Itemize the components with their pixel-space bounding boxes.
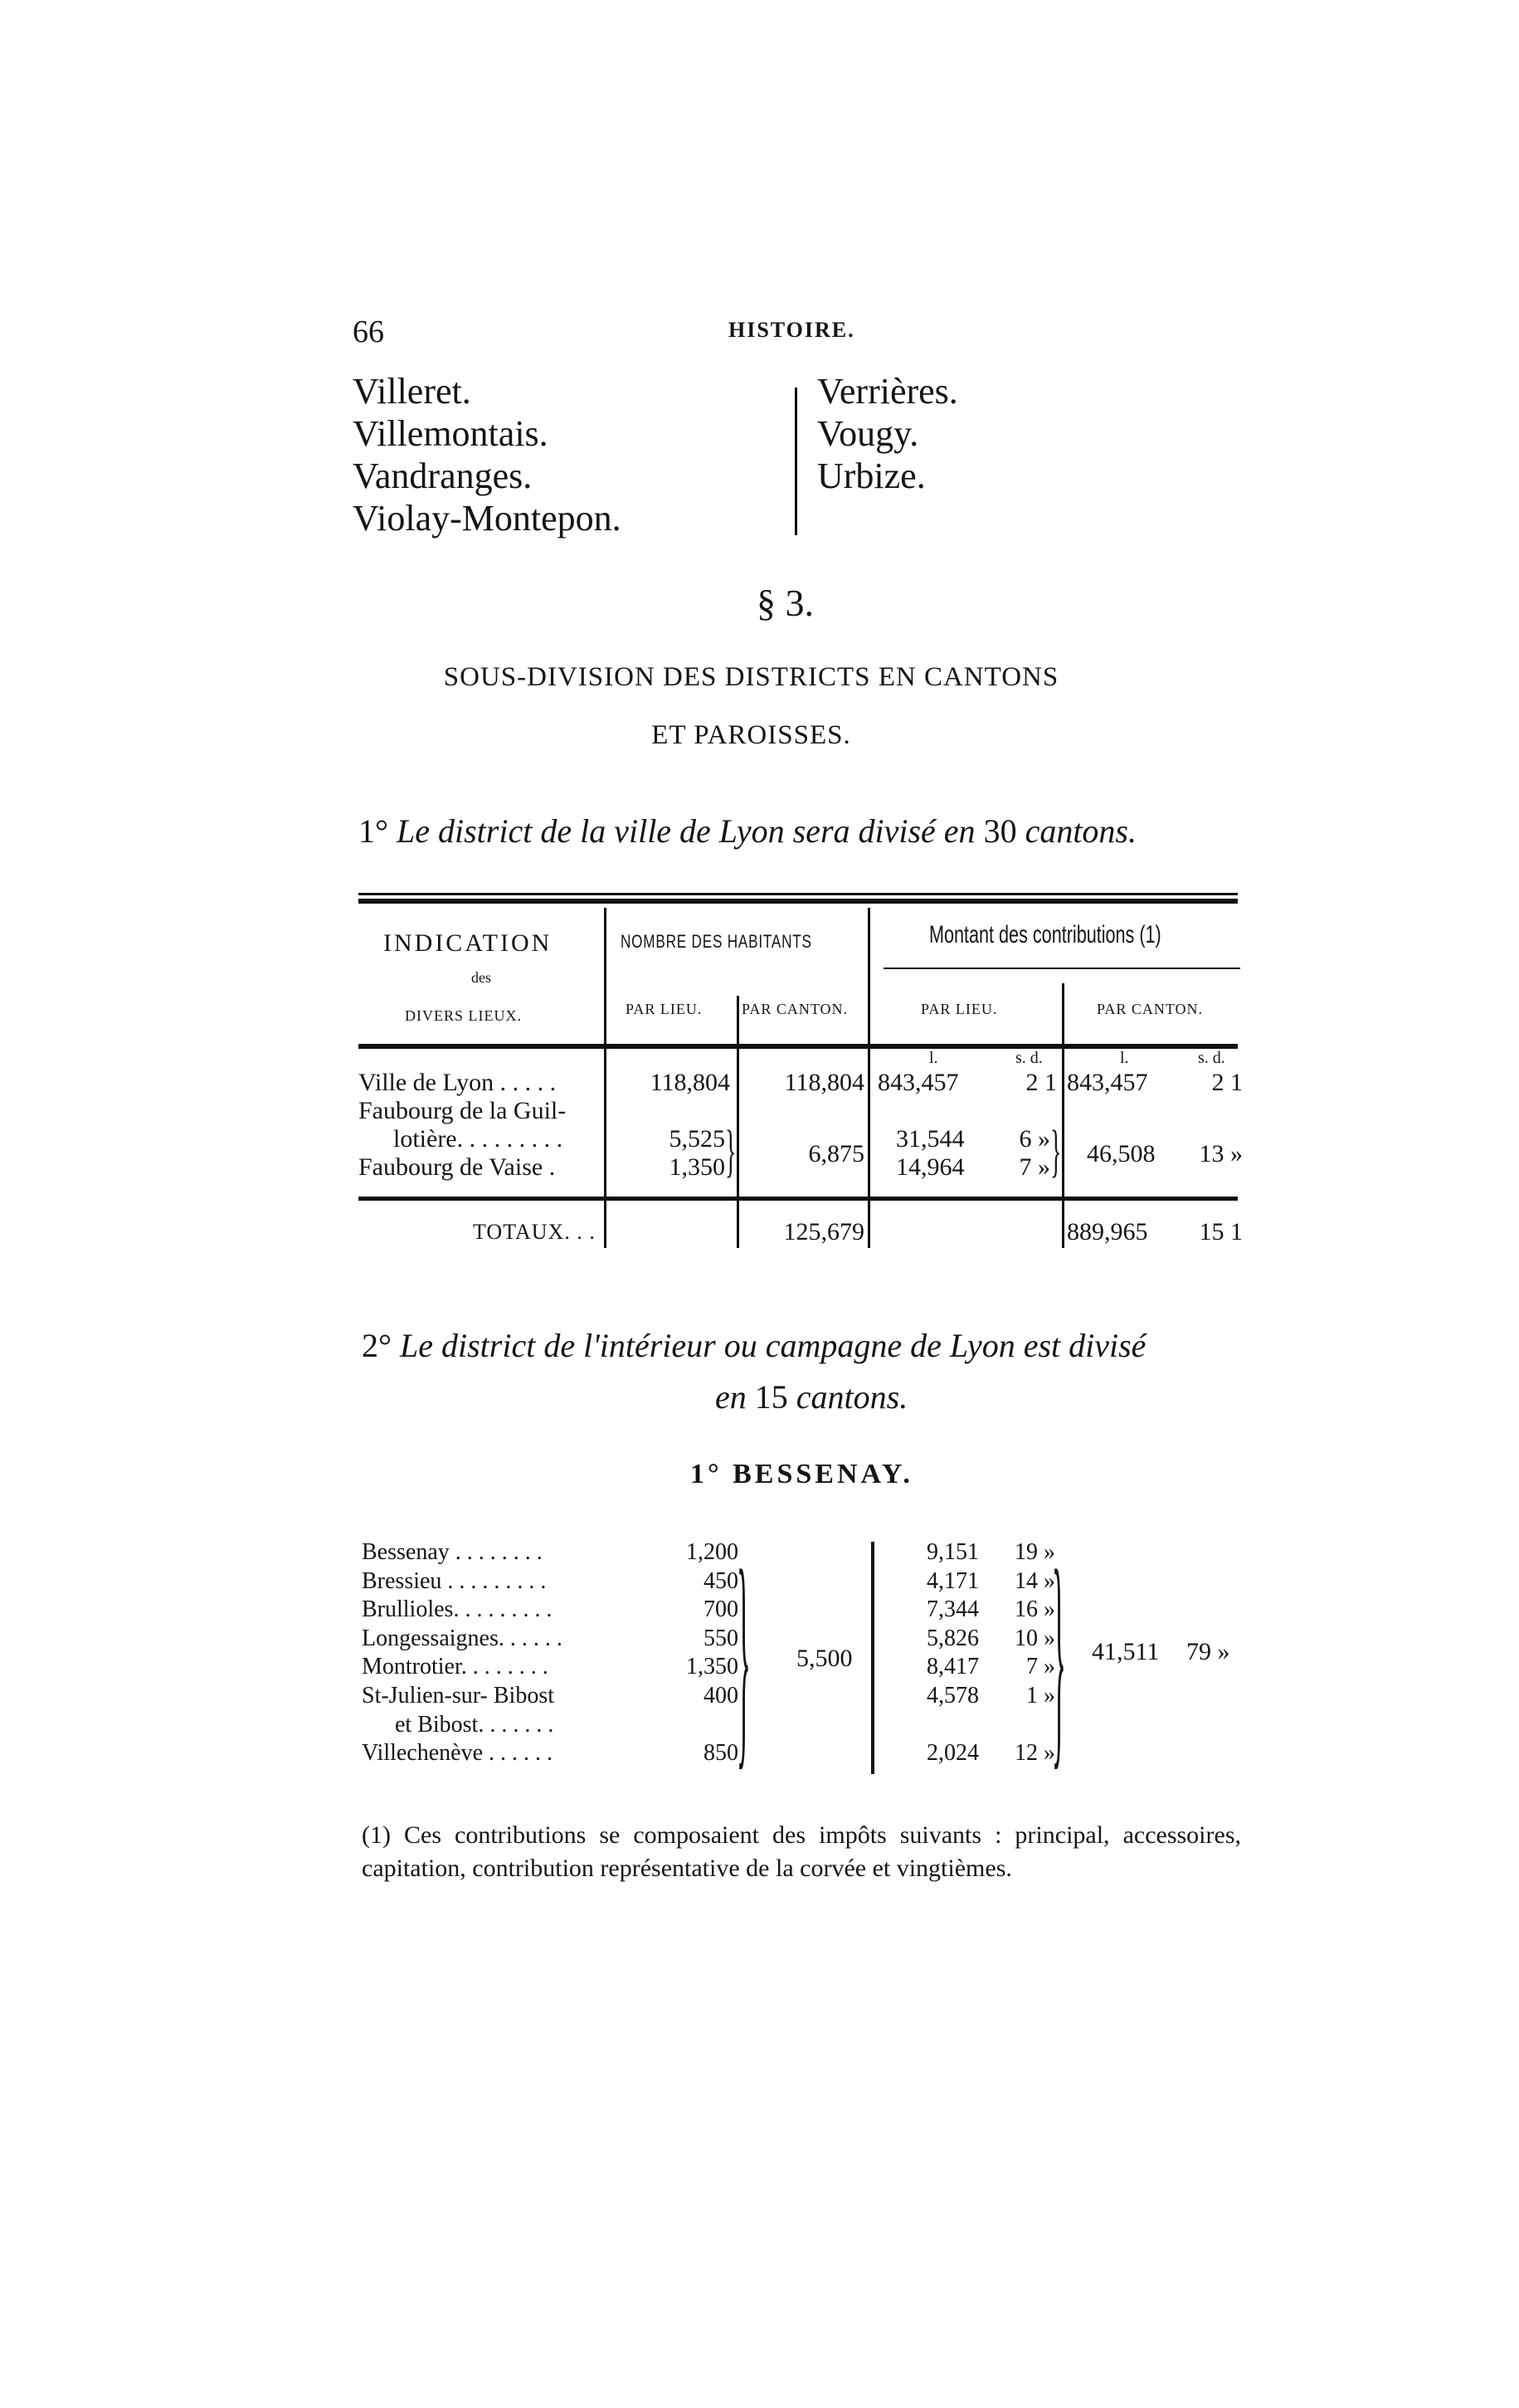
hab: 1,350 bbox=[686, 1654, 738, 1680]
unit-sd: s. d. bbox=[1015, 1049, 1043, 1067]
footnote: (1) Ces contributions se composaient des impôts suivants : principal, accessoires, capitation, contribution représentative de la corvée et vingtièmes. bbox=[362, 1821, 1241, 1882]
header-divers: DIVERS LIEUX. bbox=[405, 1007, 522, 1024]
brace-right: } bbox=[737, 1522, 751, 1790]
hab: 1,200 bbox=[686, 1539, 738, 1565]
district2-statement bbox=[362, 1326, 1146, 1365]
rule bbox=[358, 899, 1238, 904]
district2-count: 15 bbox=[754, 1378, 788, 1416]
bessenay-contrib bbox=[879, 1538, 979, 1768]
district1-num: 1° bbox=[358, 812, 388, 850]
column-divider bbox=[795, 388, 797, 535]
hab: 550 bbox=[704, 1625, 738, 1651]
contrib-canton: 843,457 bbox=[1067, 1069, 1148, 1096]
bessenay-habitants bbox=[647, 1538, 738, 1768]
unit-l: l. bbox=[1120, 1049, 1129, 1067]
section-title-line1: SOUS-DIVISION DES DISTRICTS EN CANTONS bbox=[443, 662, 1059, 692]
header-par-lieu: PAR LIEU. bbox=[626, 1001, 703, 1017]
contrib: 8,417 bbox=[927, 1654, 979, 1680]
par-lieu: 5,525 bbox=[669, 1125, 725, 1153]
header-indication: INDICATION bbox=[383, 929, 553, 957]
place: St-Julien-sur- Bibost bbox=[362, 1682, 554, 1709]
brace-right: } bbox=[725, 1119, 737, 1183]
sd: 14 » bbox=[1015, 1567, 1055, 1594]
canton-heading: 1° BESSENAY. bbox=[690, 1459, 913, 1489]
district2-text: Le district de l'intérieur ou campagne de Lyon est divisé bbox=[400, 1327, 1147, 1364]
lieu-sd: 2 1 bbox=[1025, 1069, 1057, 1096]
contrib: 4,578 bbox=[927, 1682, 979, 1709]
district1-count: 30 bbox=[983, 812, 1017, 850]
header-m-par-lieu: PAR LIEU. bbox=[921, 1001, 998, 1017]
place: Longessaignes. . . . . . bbox=[362, 1625, 562, 1651]
section-title-line2: ET PAROISSES. bbox=[651, 720, 851, 750]
canton-sd: 2 1 bbox=[1211, 1069, 1243, 1096]
district2-en: en bbox=[715, 1378, 747, 1416]
unit-sd: s. d. bbox=[1198, 1049, 1225, 1067]
rule bbox=[358, 1044, 1238, 1049]
contrib: 4,171 bbox=[927, 1567, 979, 1594]
lieu-sd: 7 » bbox=[1019, 1153, 1050, 1181]
col-line bbox=[737, 996, 739, 1248]
hab: 400 bbox=[704, 1682, 738, 1709]
group-par-canton: 6,875 bbox=[808, 1140, 864, 1167]
sd: 12 » bbox=[1015, 1740, 1055, 1767]
sd: 16 » bbox=[1015, 1596, 1055, 1623]
contrib: 5,826 bbox=[927, 1625, 979, 1651]
sd: 10 » bbox=[1015, 1625, 1055, 1651]
header-des: des bbox=[471, 969, 491, 986]
place: Bessenay . . . . . . . . bbox=[362, 1539, 543, 1565]
col-line bbox=[871, 1542, 874, 1774]
contrib: 2,024 bbox=[927, 1740, 979, 1767]
col-line bbox=[1062, 983, 1064, 1248]
contrib bbox=[879, 1711, 979, 1740]
lieu-sd: 6 » bbox=[1019, 1125, 1050, 1153]
district2-unit: cantons. bbox=[796, 1378, 908, 1416]
par-lieu: 1,350 bbox=[669, 1153, 725, 1181]
hab: 450 bbox=[704, 1567, 738, 1594]
commune: Violay-Montepon. bbox=[353, 498, 621, 539]
rule bbox=[358, 893, 1238, 895]
communes-left bbox=[353, 370, 621, 539]
contrib-lieu: 14,964 bbox=[896, 1153, 965, 1181]
header-par-canton: PAR CANTON. bbox=[742, 1001, 849, 1017]
lieu: Ville de Lyon . . . . . bbox=[358, 1069, 557, 1096]
sd: 1 » bbox=[1026, 1682, 1055, 1709]
place: Montrotier. . . . . . . . bbox=[362, 1654, 548, 1680]
hab: 700 bbox=[704, 1596, 738, 1623]
commune: Verrières. bbox=[817, 371, 958, 412]
brace-right: } bbox=[1052, 1522, 1066, 1790]
commune: Urbize. bbox=[817, 456, 926, 496]
place: et Bibost. . . . . . . bbox=[395, 1711, 554, 1738]
contrib: 7,344 bbox=[927, 1596, 979, 1623]
group-canton-sd: 13 » bbox=[1199, 1140, 1243, 1167]
bessenay-sd bbox=[979, 1538, 1055, 1768]
district1-statement bbox=[358, 812, 1137, 851]
district2-num: 2° bbox=[362, 1327, 392, 1364]
sd: 19 » bbox=[1015, 1539, 1055, 1565]
hab: 850 bbox=[704, 1740, 738, 1767]
brace-right: } bbox=[1050, 1119, 1062, 1183]
header-m-par-canton: PAR CANTON. bbox=[1097, 1001, 1204, 1017]
totals-canton-sd: 15 1 bbox=[1199, 1218, 1243, 1245]
contrib-lieu: 843,457 bbox=[878, 1069, 959, 1096]
place: Bressieu . . . . . . . . . bbox=[362, 1567, 547, 1594]
page-number: 66 bbox=[353, 314, 384, 349]
running-title: HISTOIRE. bbox=[728, 318, 855, 342]
commune: Vougy. bbox=[817, 413, 919, 454]
district2-statement-end bbox=[715, 1377, 908, 1416]
header-montant: Montant des contributions (1) bbox=[929, 921, 1161, 948]
unit-l: l. bbox=[929, 1049, 938, 1067]
bessenay-total-contrib: 41,511 bbox=[1092, 1638, 1160, 1665]
totals-par-canton: 125,679 bbox=[783, 1218, 864, 1245]
district1-unit: cantons. bbox=[1025, 812, 1137, 850]
commune: Villemontais. bbox=[353, 413, 548, 454]
group-contrib-canton: 46,508 bbox=[1087, 1140, 1156, 1167]
totals-label: TOTAUX. . . bbox=[473, 1220, 596, 1244]
rule bbox=[884, 968, 1240, 969]
lieu-cont: lotière. . . . . . . . . bbox=[393, 1125, 563, 1153]
lieu: Faubourg de la Guil- bbox=[358, 1097, 567, 1124]
place: Brullioles. . . . . . . . . bbox=[362, 1596, 553, 1623]
totals-contrib-canton: 889,965 bbox=[1067, 1218, 1148, 1245]
district1-text: Le district de la ville de Lyon sera divisé en bbox=[397, 812, 976, 850]
sd: 7 » bbox=[1026, 1654, 1055, 1680]
par-canton: 118,804 bbox=[784, 1069, 864, 1096]
rule bbox=[358, 1197, 1238, 1201]
contrib: 9,151 bbox=[927, 1539, 979, 1565]
communes-right bbox=[817, 370, 958, 497]
hab bbox=[647, 1711, 738, 1740]
bessenay-total-sd: 79 » bbox=[1186, 1638, 1230, 1665]
header-nombre: NOMBRE DES HABITANTS bbox=[621, 931, 812, 952]
contrib-lieu: 31,544 bbox=[896, 1125, 965, 1153]
commune: Villeret. bbox=[353, 371, 471, 412]
commune: Vandranges. bbox=[353, 456, 533, 496]
sd bbox=[979, 1711, 1055, 1740]
bessenay-total-hab: 5,500 bbox=[796, 1645, 853, 1672]
lieu: Faubourg de Vaise . bbox=[358, 1153, 556, 1181]
bessenay-places bbox=[362, 1538, 562, 1768]
par-lieu: 118,804 bbox=[650, 1069, 730, 1096]
place: Villechenève . . . . . . bbox=[362, 1740, 553, 1767]
section-mark: § 3. bbox=[757, 582, 814, 624]
